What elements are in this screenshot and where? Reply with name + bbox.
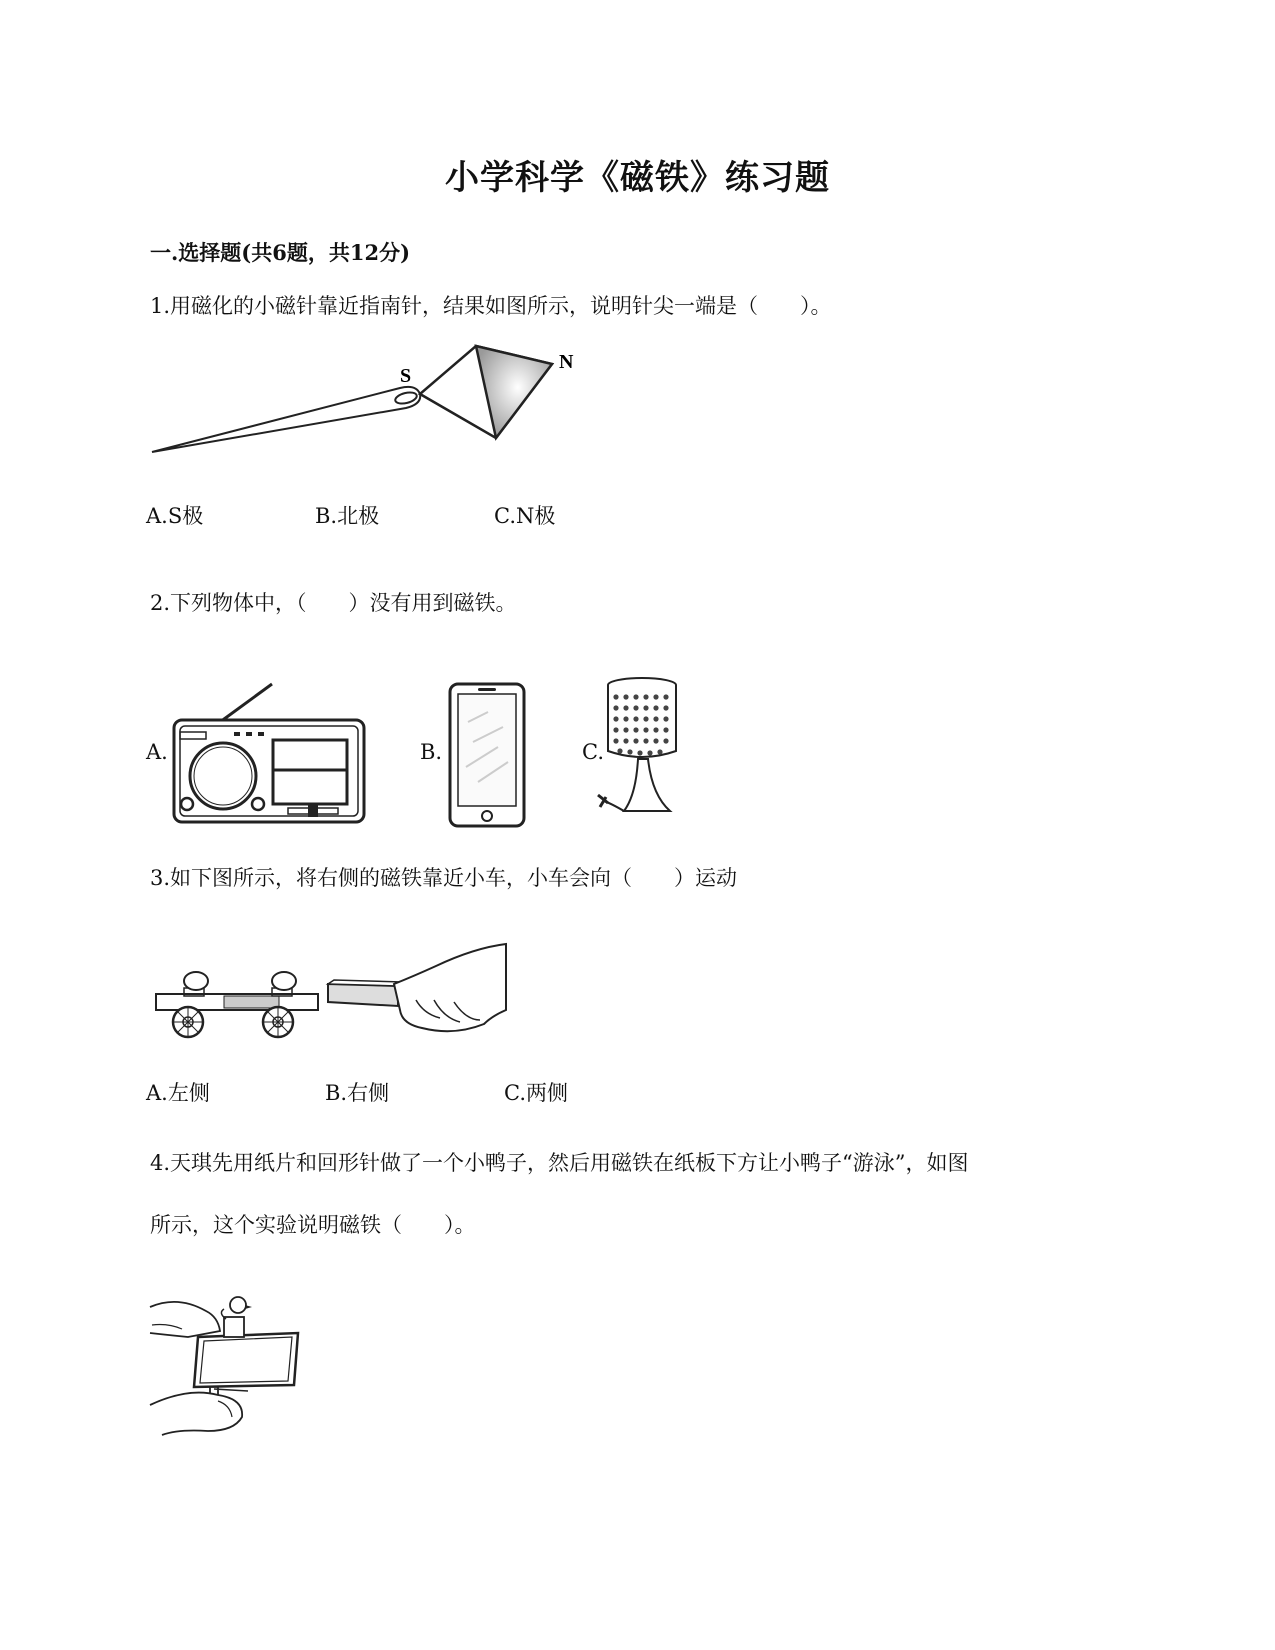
section-heading: 一.选择题(共6题，共12分) (150, 240, 411, 265)
question-4-text-line-1: 4.天琪先用纸片和回形针做了一个小鸭子，然后用磁铁在纸板下方让小鸭子“游泳”，如图 (150, 1151, 969, 1175)
table-lamp-icon (600, 675, 700, 825)
q3-option-c[interactable]: C.两侧 (504, 1081, 568, 1105)
question-2-text: 2.下列物体中，（ ）没有用到磁铁。 (150, 591, 517, 615)
page-title: 小学科学《磁铁》练习题 (445, 158, 830, 198)
needle-compass-figure (150, 340, 590, 465)
radio-icon (170, 680, 370, 825)
q2-option-b[interactable]: B. (420, 740, 443, 764)
pole-label-s: S (400, 365, 412, 387)
car-magnet-figure (154, 940, 514, 1040)
q1-option-a[interactable]: A.S极 (146, 504, 204, 528)
duck-experiment-figure (148, 1295, 308, 1435)
question-4-text-line-2: 所示，这个实验说明磁铁（ ）。 (150, 1213, 476, 1237)
q3-option-a[interactable]: A.左侧 (146, 1081, 210, 1105)
pole-label-n: N (559, 351, 574, 373)
q1-option-b[interactable]: B.北极 (315, 504, 380, 528)
q2-option-c[interactable]: C. (582, 740, 604, 764)
question-1-text: 1.用磁化的小磁针靠近指南针，结果如图所示，说明针尖一端是（ ）。 (150, 294, 832, 318)
smartphone-icon (448, 682, 528, 830)
question-3-text: 3.如下图所示，将右侧的磁铁靠近小车，小车会向（ ）运动 (150, 866, 738, 890)
q3-option-b[interactable]: B.右侧 (325, 1081, 390, 1105)
q1-option-c[interactable]: C.N极 (494, 504, 556, 528)
q2-option-a[interactable]: A. (146, 740, 168, 764)
